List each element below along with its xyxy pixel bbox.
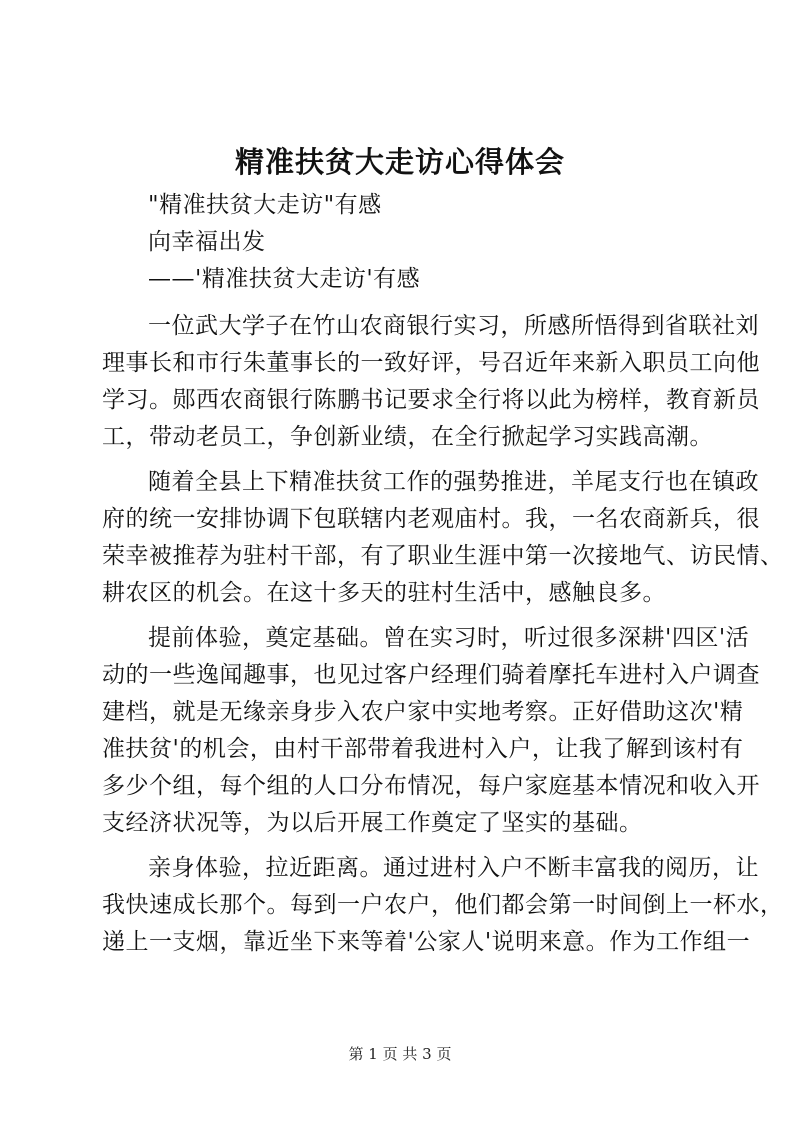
paragraph-line: 建档，就是无缘亲身步入农户家中实地考察。正好借助这次'精 [102,699,744,725]
paragraph-line: 亲身体验，拉近距离。通过进村入户不断丰富我的阅历，让 [148,855,759,881]
intro-block [102,187,702,298]
paragraph-line: 理事长和市行朱董事长的一致好评，号召近年来新入职员工向他 [102,350,760,376]
intro-line: 向幸福出发 [148,229,266,255]
paragraph-line: 支经济状况等，为以后开展工作奠定了坚实的基础。 [102,810,643,836]
paragraph-line: 一位武大学子在竹山农商银行实习，所感所悟得到省联社刘 [148,313,759,339]
document-body [102,187,784,969]
paragraph-line: 动的一些逸闻趣事，也见过客户经理们骑着摩托车进村入户调查 [102,662,760,688]
paragraph-line: 我快速成长那个。每到一户农户，他们都会第一时间倒上一杯水， [102,892,784,918]
document-title: 精准扶贫大走访心得体会 [234,145,565,179]
paragraph-line: 递上一支烟，靠近坐下来等着'公家人'说明来意。作为工作组一 [102,929,751,955]
paragraph-line: 府的统一安排协调下包联辖内老观庙村。我，一名农商新兵，很 [102,506,760,532]
paragraph-line: 工，带动老员工，争创新业绩，在全行掀起学习实践高潮。 [102,424,713,450]
paragraph-line: 学习。郧西农商银行陈鹏书记要求全行将以此为榜样，教育新员 [102,387,760,413]
paragraph-line: 准扶贫'的机会，由村干部带着我进村入户，让我了解到该村有 [102,736,744,762]
paragraph [102,850,784,961]
paragraph [102,308,760,456]
paragraph [102,620,760,842]
paragraph-line: 提前体验，奠定基础。曾在实习时，听过很多深耕'四区'活 [148,625,750,651]
intro-line: "精准扶贫大走访"有感 [148,192,382,218]
paragraph-line: 随着全县上下精准扶贫工作的强势推进，羊尾支行也在镇政 [148,469,759,495]
paragraph-line: 荣幸被推荐为驻村干部，有了职业生涯中第一次接地气、访民情、 [102,543,784,569]
paragraph-line: 耕农区的机会。在这十多天的驻村生活中，感触良多。 [102,580,666,606]
intro-line: ——'精准扶贫大走访'有感 [148,266,421,292]
paragraph [102,464,784,612]
paragraph-line: 多少个组，每个组的人口分布情况，每户家庭基本情况和收入开 [102,773,760,799]
page-footer: 第 1 页 共 3 页 [348,1045,452,1063]
